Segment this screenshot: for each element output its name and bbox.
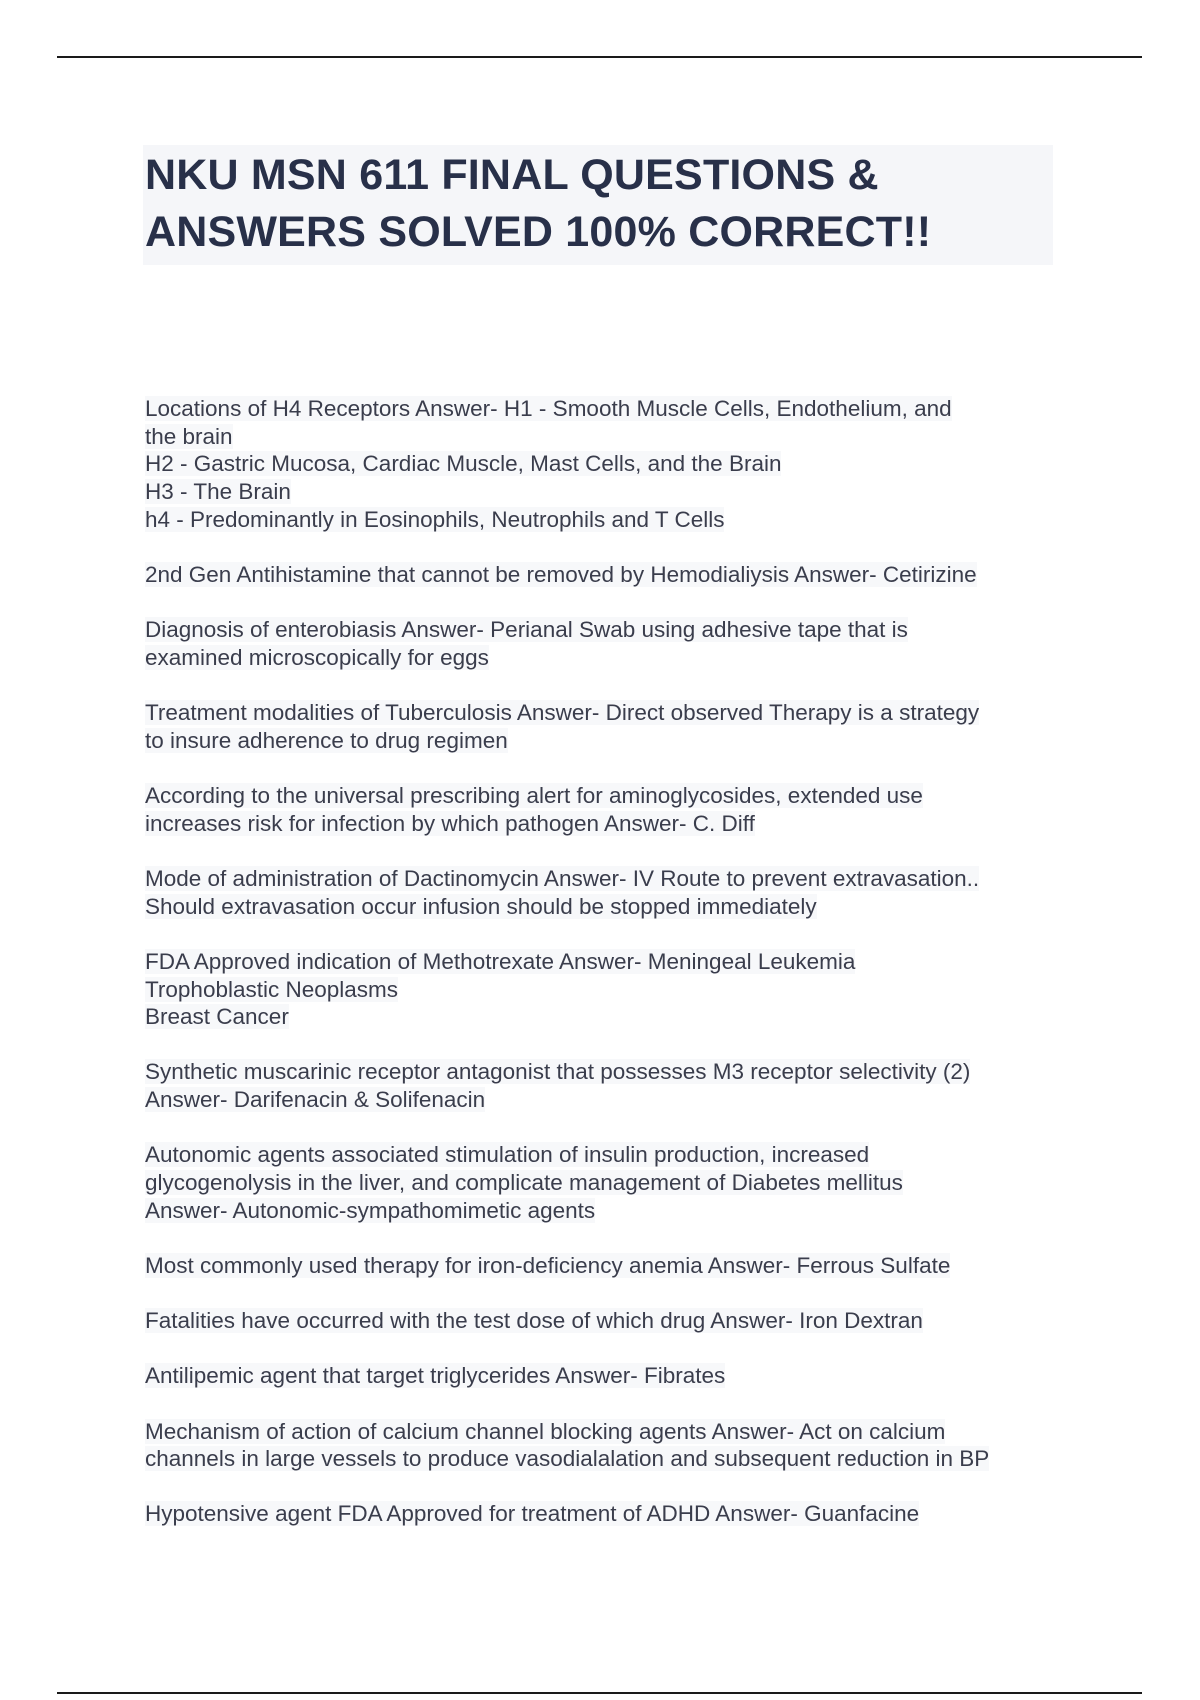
qa-line	[145, 506, 1065, 534]
top-rule	[57, 56, 1142, 58]
qa-line-text: h4 - Predominantly in Eosinophils, Neutrophils and T Cells	[145, 506, 725, 532]
qa-item	[145, 1362, 1065, 1390]
qa-line	[145, 782, 1065, 810]
qa-line	[145, 616, 1065, 644]
qa-line-text: Treatment modalities of Tuberculosis Answer- Direct observed Therapy is a strategy	[145, 700, 980, 726]
qa-item	[145, 948, 1065, 1031]
qa-item	[145, 395, 1065, 534]
qa-item	[145, 1418, 1065, 1473]
qa-line-text: FDA Approved indication of Methotrexate Answer- Meningeal Leukemia	[145, 948, 856, 974]
qa-line	[145, 1058, 1065, 1086]
bottom-rule	[57, 1692, 1142, 1694]
qa-line	[145, 423, 1065, 451]
qa-line-text: channels in large vessels to produce vasodialalation and subsequent reduction in BP	[145, 1446, 990, 1472]
qa-line	[145, 948, 1065, 976]
qa-line	[145, 893, 1065, 921]
qa-line-text: Hypotensive agent FDA Approved for treatment of ADHD Answer- Guanfacine	[145, 1501, 920, 1527]
qa-item	[145, 699, 1065, 754]
qa-line-text: Autonomic agents associated stimulation of insulin production, increased	[145, 1142, 870, 1168]
qa-line	[145, 1197, 1065, 1225]
qa-item	[145, 1058, 1065, 1113]
qa-line	[145, 810, 1065, 838]
document-title	[143, 145, 1053, 265]
qa-item	[145, 782, 1065, 837]
qa-line	[145, 1169, 1065, 1197]
title-line-2: ANSWERS SOLVED 100% CORRECT!!	[145, 208, 932, 256]
qa-item	[145, 616, 1065, 671]
qa-line-text: increases risk for infection by which pathogen Answer- C. Diff	[145, 810, 755, 836]
qa-line-text: Mode of administration of Dactinomycin Answer- IV Route to prevent extravasation..	[145, 865, 980, 891]
qa-item	[145, 1252, 1065, 1280]
qa-line-text: Answer- Darifenacin & Solifenacin	[145, 1087, 486, 1113]
qa-item	[145, 1307, 1065, 1335]
qa-line-text: glycogenolysis in the liver, and complicate management of Diabetes mellitus	[145, 1170, 903, 1196]
qa-line	[145, 1418, 1065, 1446]
qa-line	[145, 1086, 1065, 1114]
qa-line-text: Most commonly used therapy for iron-deficiency anemia Answer- Ferrous Sulfate	[145, 1252, 951, 1278]
qa-line-text: According to the universal prescribing alert for aminoglycosides, extended use	[145, 783, 923, 809]
qa-line-text: H2 - Gastric Mucosa, Cardiac Muscle, Mast Cells, and the Brain	[145, 451, 782, 477]
qa-line	[145, 561, 1065, 589]
qa-list	[145, 395, 1065, 1556]
qa-item	[145, 561, 1065, 589]
qa-line-text: Diagnosis of enterobiasis Answer- Perianal Swab using adhesive tape that is	[145, 617, 908, 643]
qa-line	[145, 1500, 1065, 1528]
qa-line-text: Trophoblastic Neoplasms	[145, 976, 399, 1002]
qa-line	[145, 1307, 1065, 1335]
qa-line	[145, 699, 1065, 727]
qa-line	[145, 1362, 1065, 1390]
qa-line-text: Locations of H4 Receptors Answer- H1 - Smooth Muscle Cells, Endothelium, and	[145, 396, 952, 421]
qa-item	[145, 865, 1065, 920]
qa-line	[145, 727, 1065, 755]
qa-line-text: H3 - The Brain	[145, 479, 291, 505]
qa-line	[145, 1252, 1065, 1280]
qa-line	[145, 1445, 1065, 1473]
qa-line-text: Should extravasation occur infusion should be stopped immediately	[145, 893, 817, 919]
qa-line-text: 2nd Gen Antihistamine that cannot be removed by Hemodialiysis Answer- Cetirizine	[145, 562, 977, 588]
title-line-1: NKU MSN 611 FINAL QUESTIONS &	[145, 151, 879, 199]
qa-line	[145, 1003, 1065, 1031]
qa-item	[145, 1500, 1065, 1528]
qa-item	[145, 1141, 1065, 1224]
qa-line	[145, 450, 1065, 478]
qa-line-text: examined microscopically for eggs	[145, 644, 489, 670]
qa-line	[145, 478, 1065, 506]
qa-line	[145, 976, 1065, 1004]
qa-line-text: Answer- Autonomic-sympathomimetic agents	[145, 1197, 596, 1223]
qa-line-text: the brain	[145, 423, 233, 449]
qa-line	[145, 1141, 1065, 1169]
qa-line-text: Breast Cancer	[145, 1004, 289, 1030]
qa-line	[145, 644, 1065, 672]
qa-line-text: Synthetic muscarinic receptor antagonist that possesses M3 receptor selectivity (2)	[145, 1059, 971, 1085]
qa-line-text: Fatalities have occurred with the test dose of which drug Answer- Iron Dextran	[145, 1308, 923, 1334]
qa-line-text: Mechanism of action of calcium channel blocking agents Answer- Act on calcium	[145, 1418, 946, 1444]
qa-line	[145, 865, 1065, 893]
qa-line-text: Antilipemic agent that target triglycerides Answer- Fibrates	[145, 1363, 726, 1389]
qa-line-text: to insure adherence to drug regimen	[145, 727, 508, 753]
qa-line	[145, 395, 1065, 423]
